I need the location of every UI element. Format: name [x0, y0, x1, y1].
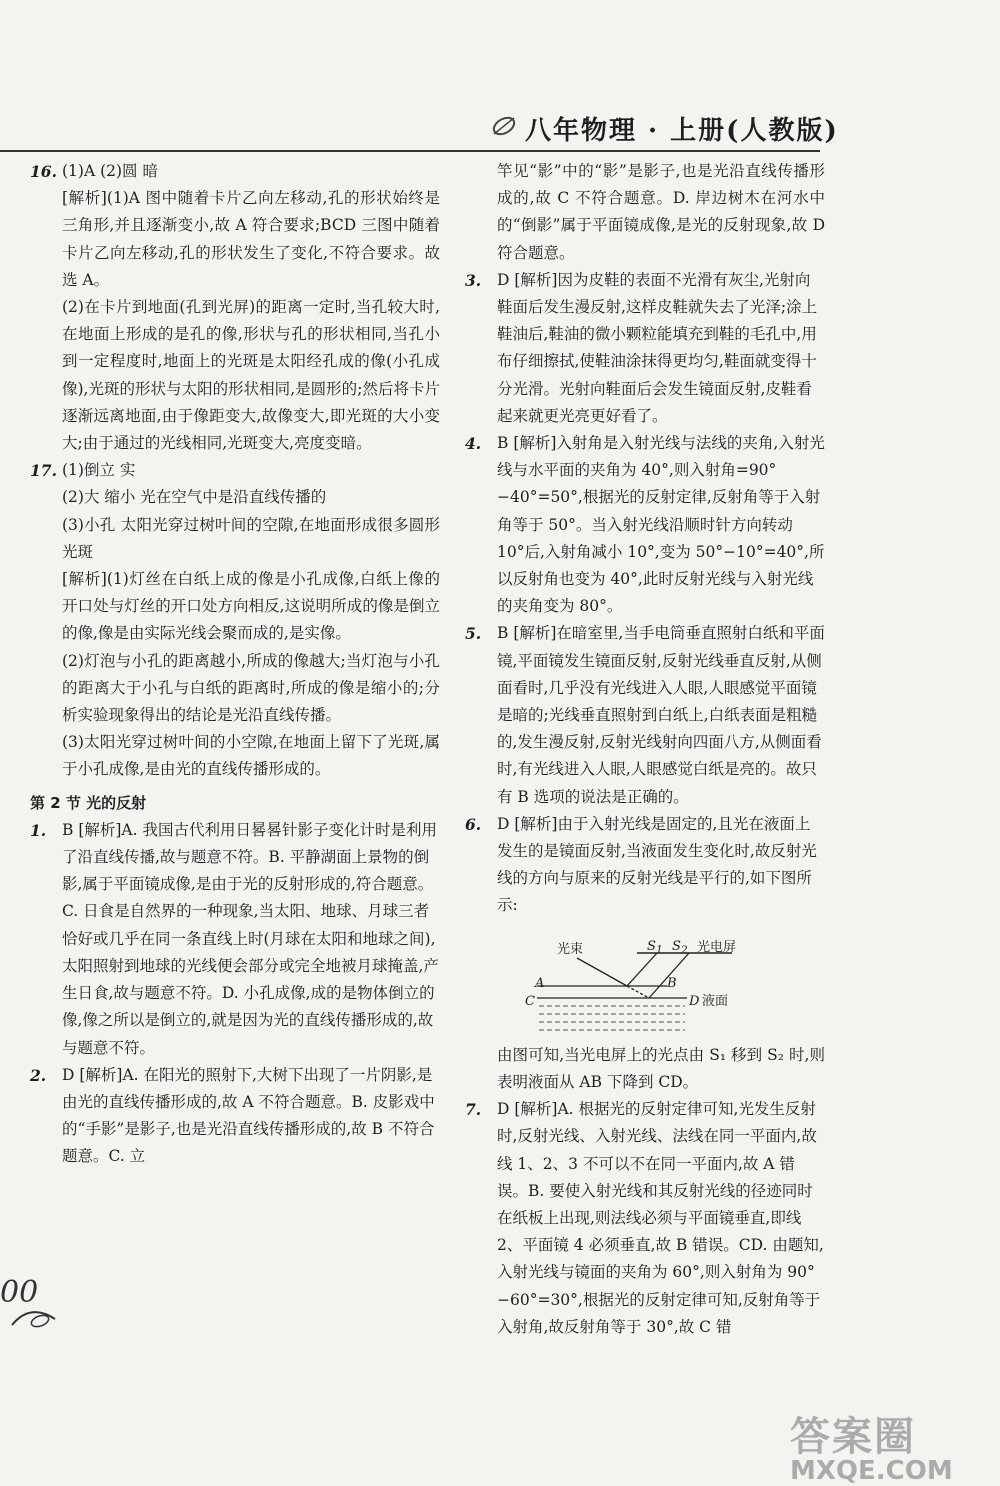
- question-17: [30, 457, 440, 484]
- answer-text: D [解析]A. 在阳光的照射下,大树下出现了一片阴影,是由光的直线传播形成的,故 A 不符合题意。B. 皮影戏中的“手影”是影子,也是光沿直线传播形成的,故 B 不符合题意。C. 立: [62, 1065, 435, 1166]
- analysis-paragraph: (3)太阳光穿过树叶间的小空隙,在地面上留下了光斑,属于小孔成像,是由光的直线传播形成的。: [62, 733, 440, 779]
- analysis-paragraph: [解析](1)灯丝在白纸上成的像是小孔成像,白纸上像的开口处与灯丝的开口处方向相反,这说明所成的像是倒立的像,像是由实际光线会聚而成的,是实像。: [62, 570, 440, 643]
- label-s2-sub: 2: [680, 943, 688, 957]
- section-title: 第 2 节 光的反射: [30, 793, 147, 812]
- analysis-paragraph: (2)在卡片到地面(孔到光屏)的距离一定时,当孔较大时,在地面上形成的是孔的像,形状与孔的形状相同,当孔小到一定程度时,地面上的光斑是太阳经孔成的像(小孔成像),光斑的形状与太阳的形状相同,是圆形的;然后将卡片逐渐远离地面,由于像距变大,故像变大,即光斑的大小变大;由于通过的光线相同,光斑变大,亮度变暗。: [62, 298, 440, 453]
- question-6: [465, 811, 825, 920]
- continued-text: 竿见“影”中的“影”是影子,也是光沿直线传播形成的,故 C 不符合题意。D. 岸边树木在河水中的“倒影”属于平面镜成像,是光的反射现象,故 D 符合题意。: [497, 162, 825, 262]
- question-number: 16.: [30, 162, 57, 181]
- question-number: 3.: [465, 270, 482, 290]
- question-1: [30, 817, 440, 1062]
- page-number: 00: [0, 1275, 39, 1310]
- answer-text: D [解析]因为皮鞋的表面不光滑有灰尘,光射向鞋面后发生漫反射,这样皮鞋就失去了光泽;涂上鞋油后,鞋油的微小颗粒能填充到鞋的毛孔中,用布仔细擦拭,使鞋油涂抹得更均匀,鞋面就变得十分光滑。光射向鞋面后会发生镜面反射,皮鞋看起来就更光亮更好看了。: [497, 270, 818, 425]
- header-title: 八年物理 · 上册(人教版): [525, 116, 839, 146]
- watermark-url: MXQE.COM: [790, 1456, 953, 1486]
- answer-text: B [解析]在暗室里,当手电筒垂直照射白纸和平面镜,平面镜发生镜面反射,反射光线垂直反射,从侧面看时,几乎没有光线进入人眼,人眼感觉平面镜是暗的;光线垂直照射到白纸上,白纸表面是粗糙的,发生漫反射,反射光线射向四面八方,从侧面看时,有光线进入人眼,人眼感觉白纸是亮的。故只有 B 选项的说法是正确的。: [497, 624, 825, 806]
- incident-ray: [577, 958, 627, 986]
- label-c: C: [525, 993, 535, 1009]
- answer-text: (1)倒立 实: [62, 461, 136, 480]
- right-column: [465, 158, 825, 1341]
- question-4: [465, 430, 825, 620]
- analysis-paragraph: [解析](1)A 图中随着卡片乙向左移动,孔的形状始终是三角形,并且逐渐变小,故 A 符合要求;BCD 三图中随着卡片乙向左移动,孔的形状发生了变化,不符合要求。故选 A。: [62, 189, 440, 289]
- label-s2-letter: S: [672, 938, 681, 954]
- leaf-emblem-icon: [490, 112, 518, 140]
- question-16: [30, 158, 440, 185]
- label-beam: 光束: [557, 941, 584, 957]
- question-2: [30, 1062, 440, 1171]
- answer-text: B [解析]入射角是入射光线与法线的夹角,入射光线与水平面的夹角为 40°,则入射角=90°−40°=50°,根据光的反射定律,反射角等于入射角等于 50°。当入射光线沿顺时针方向转动 10°后,入射角减小 10°,变为 50°−10°=40°,所以反射角也变为 40°,此时反射光线与入射光线的夹角变为 80°。: [497, 434, 825, 616]
- answer-text: (1)A (2)圆 暗: [62, 162, 158, 180]
- question-number: 1.: [30, 820, 47, 840]
- leaf-ornament-icon: [10, 1305, 70, 1333]
- question-7: [465, 1096, 825, 1341]
- answer-text: (3)小孔 太阳光穿过树叶间的空隙,在地面形成很多圆形光斑: [62, 515, 440, 561]
- label-liquid: 液面: [702, 993, 729, 1009]
- incident-ray-extension: [627, 986, 649, 998]
- watermark-logo: 答案圈: [790, 1414, 916, 1460]
- reflection-diagram: [497, 928, 827, 1038]
- question-number: 2.: [30, 1065, 47, 1085]
- left-column: [30, 158, 440, 1171]
- analysis-paragraph: (2)灯泡与小孔的距离越小,所成的像越大;当灯泡与小孔的距离大于小孔与白纸的距离时,所成的像是缩小的;分析实验现象得出的结论是光沿直线传播。: [62, 651, 440, 725]
- label-s1-letter: S: [647, 938, 656, 954]
- label-screen: 光电屏: [697, 939, 737, 955]
- watermark: [790, 1405, 953, 1486]
- answer-text: D [解析]A. 根据光的反射定律可知,光发生反射时,反射光线、入射光线、法线在同一平面内,故线 1、2、3 不可以不在同一平面内,故 A 错误。B. 要使入射光线和其反射光线的径迹同时在纸板上出现,则法线必须与平面镜垂直,即线 2、平面镜 4 必须垂直,故 B 错误。CD. 由题知,入射光线与镜面的夹角为 60°,则入射角为 90°−60°=30°,根据光的反射定律可知,反射角等于入射角,故反射角等于 30°,故 C 错: [497, 1100, 824, 1336]
- question-3: [465, 267, 825, 430]
- label-s1-sub: 1: [655, 943, 663, 957]
- label-s2: [672, 933, 688, 964]
- answer-text: (2)大 缩小 光在空气中是沿直线传播的: [62, 488, 327, 507]
- analysis-paragraph: 由图可知,当光电屏上的光点由 S₁ 移到 S₂ 时,则表明液面从 AB 下降到 CD。: [497, 1045, 825, 1091]
- question-number: 5.: [465, 624, 482, 644]
- answer-text: D [解析]由于入射光线是固定的,且光在液面上发生的是镜面反射,当液面发生变化时,故反射光线的方向与原来的反射光线是平行的,如下图所示:: [497, 814, 817, 915]
- label-b: B: [667, 975, 677, 991]
- question-number: 17.: [30, 461, 57, 481]
- label-s1: [647, 933, 663, 964]
- question-number: 7.: [465, 1100, 482, 1120]
- question-number: 6.: [465, 814, 482, 834]
- question-number: 4.: [465, 434, 482, 454]
- label-a: A: [535, 975, 545, 991]
- label-d: D: [689, 993, 700, 1009]
- answer-text: B [解析]A. 我国古代利用日晷晷针影子变化计时是利用了沿直线传播,故与题意不符。B. 平静湖面上景物的倒影,属于平面镜成像,是由于光的反射形成的,符合题意。C. 日食是自然界的一种现象,当太阳、地球、月球三者恰好或几乎在同一条直线上时(月球在太阳和地球之间),太阳照射到地球的光线便会部分或完全地被月球掩盖,产生日食,故与题意不符。D. 小孔成像,成的是物体倒立的像,像之所以是倒立的,就是因为光的直线传播形成的,故与题意不符。: [62, 820, 439, 1057]
- header-rule: [0, 150, 820, 152]
- question-5: [465, 620, 825, 810]
